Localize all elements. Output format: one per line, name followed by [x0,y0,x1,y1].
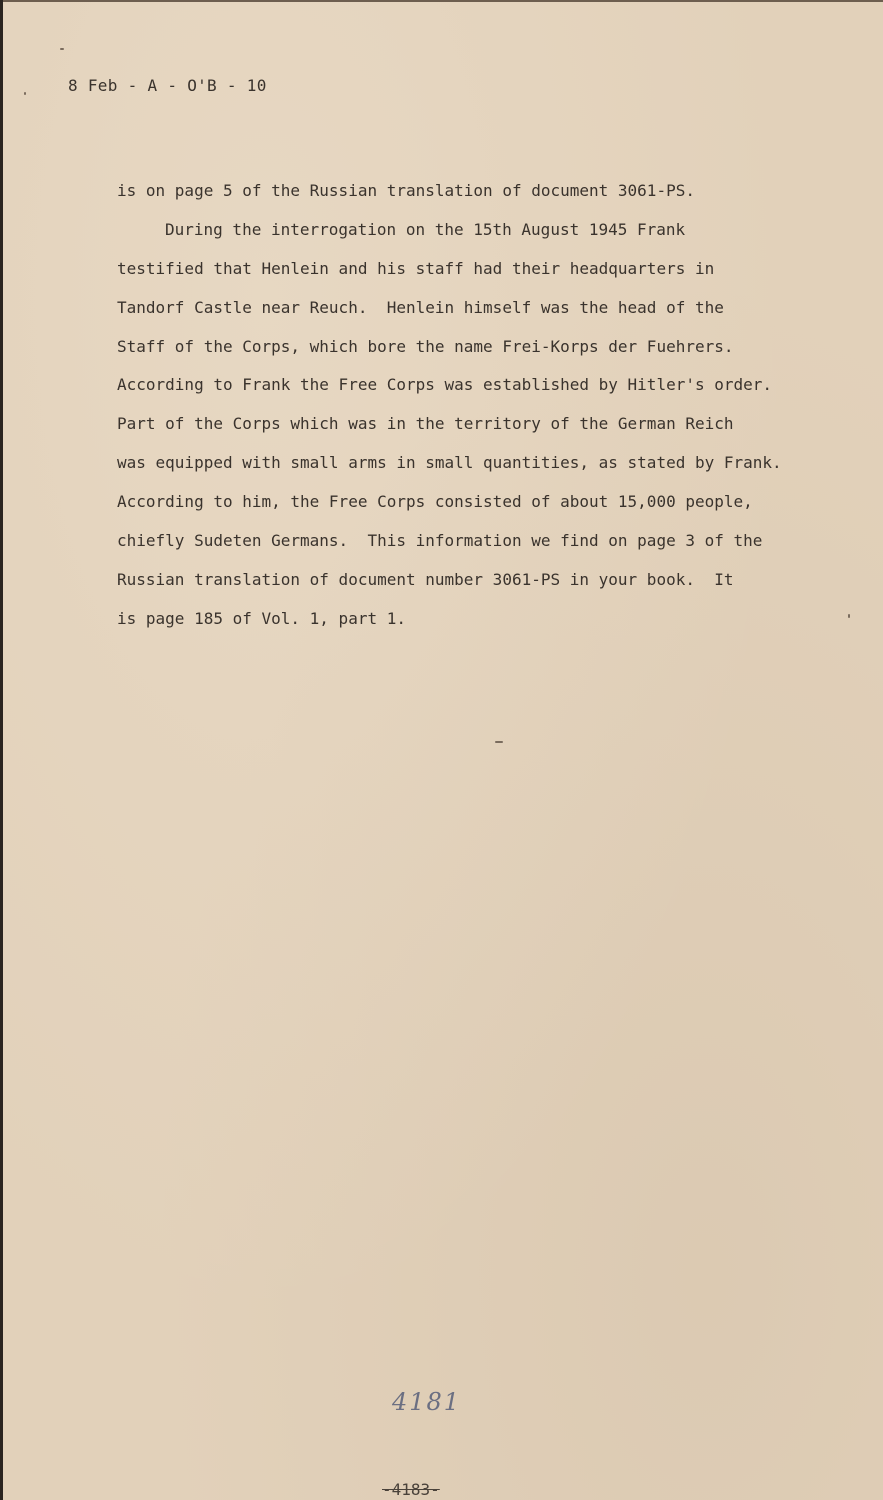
paper-speck [495,741,503,743]
body-line: Russian translation of document number 3061-PS in your book. It [117,569,734,589]
document-reference-header: 8 Feb - A - O'B - 10 [68,76,267,95]
page-number-footer: -4183- [382,1480,440,1499]
body-line: is page 185 of Vol. 1, part 1. [117,608,406,628]
body-line: chiefly Sudeten Germans. This information we find on page 3 of the [117,531,763,551]
body-line: is on page 5 of the Russian translation of document 3061-PS. [117,181,695,200]
body-line: testified that Henlein and his staff had their headquarters in [117,258,715,278]
paper-speck [848,614,850,618]
body-line: According to him, the Free Corps consisted of about 15,000 people, [117,492,753,512]
body-line: During the interrogation on the 15th August 1945 Frank [165,219,686,239]
handwritten-page-number: 4181 [392,1388,462,1416]
body-line: According to Frank the Free Corps was established by Hitler's order. [117,375,773,395]
transcript-body [117,172,817,639]
paper-speck [60,48,64,50]
paper-speck [24,92,26,95]
body-line: Tandorf Castle near Reuch. Henlein himself was the head of the [117,297,724,317]
body-line: Part of the Corps which was in the territory of the German Reich [117,414,734,434]
body-line: Staff of the Corps, which bore the name Frei-Korps der Fuehrers. [117,336,734,356]
body-line: was equipped with small arms in small quantities, as stated by Frank. [117,453,782,473]
